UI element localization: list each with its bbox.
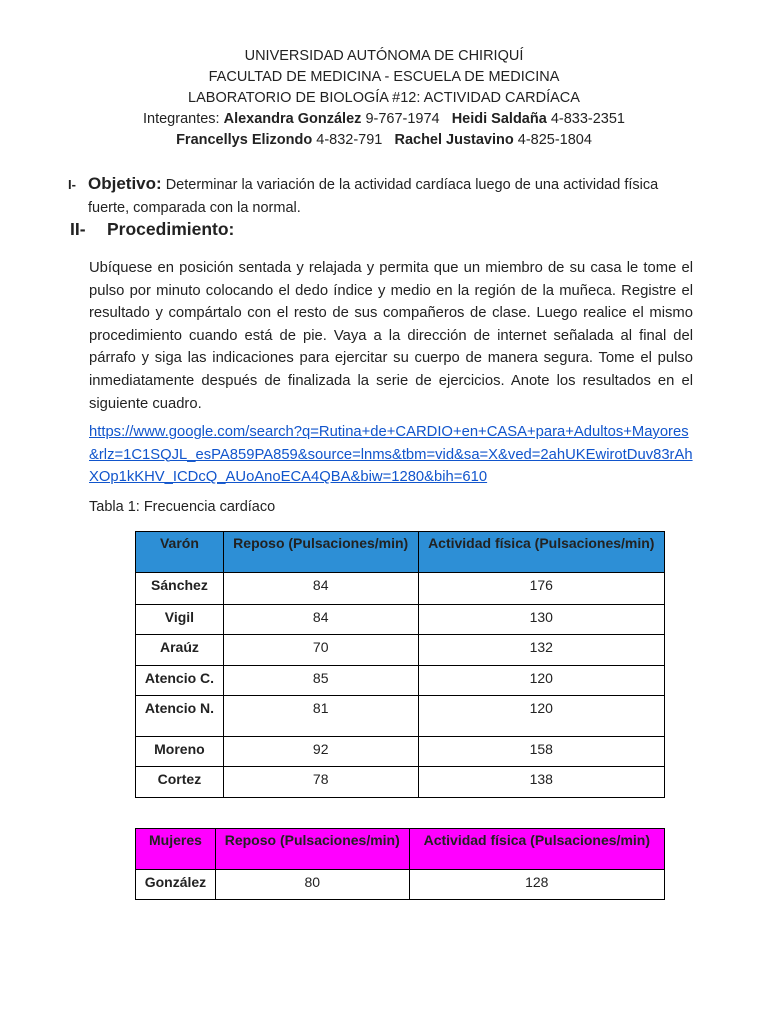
header-cell: Reposo (Pulsaciones/min) <box>215 829 409 870</box>
name-cell: Cortez <box>136 767 224 798</box>
rest-cell: 78 <box>223 767 418 798</box>
faculty-name: FACULTAD DE MEDICINA - ESCUELA DE MEDICINA <box>208 69 560 85</box>
procedure-title: Procedimiento: <box>107 219 235 239</box>
female-heart-rate-table <box>135 828 665 900</box>
table-row <box>136 737 665 767</box>
rest-cell: 92 <box>223 737 418 767</box>
activity-cell: 120 <box>418 666 664 696</box>
table-row <box>136 573 665 605</box>
activity-cell: 138 <box>418 767 664 798</box>
objective-section <box>68 172 708 220</box>
name-cell: Atencio N. <box>136 696 224 737</box>
name-cell: González <box>136 870 216 900</box>
name-cell: Araúz <box>136 635 224 666</box>
rest-cell: 70 <box>223 635 418 666</box>
members-line-1 <box>0 109 768 130</box>
member-id: 4-825-1804 <box>517 132 592 148</box>
table-header-row <box>136 829 665 870</box>
member-id: 4-832-791 <box>316 132 383 148</box>
header-cell: Actividad física (Pulsaciones/min) <box>409 829 664 870</box>
members-label: Integrantes: <box>143 111 220 127</box>
activity-cell: 130 <box>418 605 664 635</box>
member-name: Alexandra González <box>223 111 362 127</box>
activity-cell: 158 <box>418 737 664 767</box>
activity-cell: 132 <box>418 635 664 666</box>
header-cell: Varón <box>136 532 224 573</box>
university-name: UNIVERSIDAD AUTÓNOMA DE CHIRIQUÍ <box>244 48 524 64</box>
activity-cell: 120 <box>418 696 664 737</box>
member-name: Rachel Justavino <box>394 132 514 148</box>
exercise-link[interactable]: https://www.google.com/search?q=Rutina+de+CARDIO+en+CASA+para+Adultos+Mayores&rlz=1C1SQJL_esPA859PA859&source=lnms&tbm=vid&sa=X&ved=2ahUKEwirotDuv83rAhXOp1kKHV_ICDcQ_AUoAnoECA4QBA&biw=1280&bih=610 <box>89 424 693 486</box>
name-cell: Sánchez <box>136 573 224 605</box>
lab-title: LABORATORIO DE BIOLOGÍA #12: ACTIVIDAD CARDÍACA <box>188 90 580 106</box>
table1-caption: Tabla 1: Frecuencia cardíaco <box>89 499 276 515</box>
table-row <box>136 870 665 900</box>
name-cell: Vigil <box>136 605 224 635</box>
objective-text-line1: Determinar la variación de la actividad cardíaca luego de una actividad física <box>165 177 659 193</box>
procedure-heading <box>70 219 234 240</box>
rest-cell: 80 <box>215 870 409 900</box>
member-id: 4-833-2351 <box>550 111 625 127</box>
rest-cell: 84 <box>223 573 418 605</box>
procedure-number: II- <box>70 219 86 239</box>
objective-title: Objetivo: <box>88 174 162 193</box>
rest-cell: 81 <box>223 696 418 737</box>
objective-number: I- <box>68 177 76 192</box>
table-row <box>136 696 665 737</box>
rest-cell: 84 <box>223 605 418 635</box>
header-cell: Mujeres <box>136 829 216 870</box>
member-id: 9-767-1974 <box>365 111 440 127</box>
table-row <box>136 605 665 635</box>
member-name: Heidi Saldaña <box>451 111 547 127</box>
table-header-row <box>136 532 665 573</box>
members-line-2 <box>0 130 768 151</box>
member-name: Francellys Elizondo <box>176 132 313 148</box>
activity-cell: 128 <box>409 870 664 900</box>
activity-cell: 176 <box>418 573 664 605</box>
male-heart-rate-table <box>135 531 665 798</box>
table-row <box>136 635 665 666</box>
name-cell: Atencio C. <box>136 666 224 696</box>
header-cell: Reposo (Pulsaciones/min) <box>223 532 418 573</box>
document-header <box>0 46 768 151</box>
procedure-text: Ubíquese en posición sentada y relajada y permita que un miembro de su casa le tome el pulso por minuto colocando el dedo índice y medio en la región de la muñeca. Registre el resultado y compártalo con el resto de sus compañeros de clase. Luego realice el mismo procedimiento cuando está de pie. Vaya a la dirección de internet señalada al final del párrafo y siga las indicaciones para ejercitar su cuerpo de manera segura. Tome el pulso inmediatamente después de finalizada la serie de ejercicios. Anote los resultados en el siguiente cuadro. <box>89 260 693 412</box>
table-row <box>136 666 665 696</box>
name-cell: Moreno <box>136 737 224 767</box>
rest-cell: 85 <box>223 666 418 696</box>
objective-text-line2: fuerte, comparada con la normal. <box>88 200 301 216</box>
header-cell: Actividad física (Pulsaciones/min) <box>418 532 664 573</box>
table-row <box>136 767 665 798</box>
